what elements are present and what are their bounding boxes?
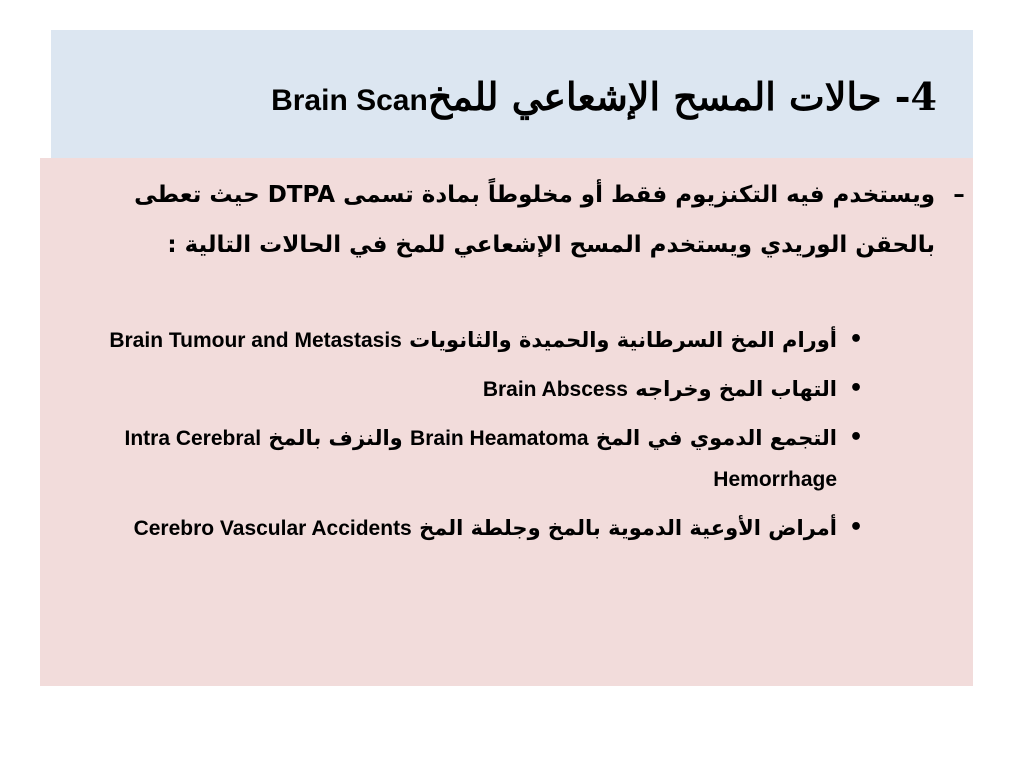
bullet-arabic: أمراض الأوعية الدموية بالمخ وجلطة المخ (419, 516, 837, 540)
bullet-icon: • (848, 425, 863, 450)
bullet-english: Brain Heamatoma (410, 427, 589, 450)
bullet-item-cerebro-vascular (40, 508, 973, 549)
intro-dash: – (953, 182, 965, 208)
bullet-english: Brain Abscess (482, 378, 628, 401)
bullet-text (70, 418, 837, 500)
bullet-english-2: Intra Cerebral Hemorrhage (124, 427, 837, 491)
slide-title-arabic: 4- حالات المسح الإشعاعي للمخ (427, 74, 937, 119)
slide-title (271, 74, 937, 120)
bullet-text (70, 508, 837, 549)
bullet-item-brain-heamatoma (40, 418, 973, 500)
bullet-icon: • (848, 515, 863, 540)
bullet-text (70, 320, 837, 361)
bullet-arabic-2: والنزف بالمخ (268, 426, 403, 450)
intro-dtpa: DTPA (267, 182, 336, 208)
bullet-arabic: التجمع الدموي في المخ (595, 426, 837, 450)
bullet-icon: • (848, 327, 863, 352)
intro-text-part1: ويستخدم فيه التكنزيوم فقط أو مخلوطاً بمادة تسمى (343, 182, 935, 208)
intro-paragraph (85, 170, 965, 270)
content-panel (40, 158, 973, 686)
bullet-arabic: التهاب المخ وخراجه (635, 377, 837, 401)
title-banner (51, 30, 973, 158)
bullet-icon: • (848, 376, 863, 401)
bullet-english: Brain Tumour and Metastasis (109, 329, 402, 352)
bullet-list (40, 320, 973, 557)
bullet-arabic: أورام المخ السرطانية والحميدة والثانويات (409, 328, 837, 352)
bullet-text (70, 369, 837, 410)
bullet-item-brain-abscess (40, 369, 973, 410)
intro-text-part2: حيث تعطى بالحقن الوريدي ويستخدم المسح الإشعاعي للمخ في الحالات التالية : (134, 182, 935, 258)
slide-title-english: Brain Scan (271, 84, 428, 117)
bullet-item-brain-tumour (40, 320, 973, 361)
bullet-english: Cerebro Vascular Accidents (133, 517, 412, 540)
